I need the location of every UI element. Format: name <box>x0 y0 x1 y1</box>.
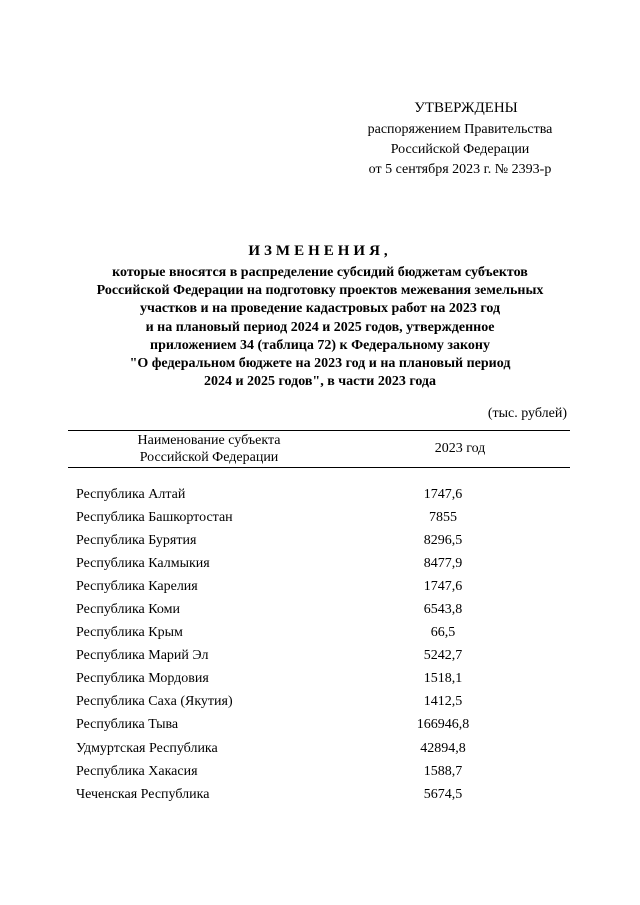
subsidy-value: 8296,5 <box>423 532 463 548</box>
column-header-name-line-2: Российской Федерации <box>139 450 279 465</box>
subtitle-line: "О федеральном бюджете на 2023 год и на плановый период <box>129 356 511 372</box>
column-header-name <box>68 431 350 467</box>
region-name: Республика Бурятия <box>76 532 197 548</box>
region-name: Республика Марий Эл <box>76 648 209 664</box>
subsidy-value: 166946,8 <box>416 717 470 733</box>
region-name: Чеченская Республика <box>76 786 210 802</box>
document-subtitle <box>60 264 580 391</box>
subtitle-line: и на плановый период 2024 и 2025 годов, утвержденное <box>145 319 495 335</box>
approval-stamp <box>340 98 580 180</box>
subsidy-value: 1588,7 <box>423 763 463 779</box>
approval-line-2: Российской Федерации <box>390 142 530 157</box>
table-row <box>76 622 570 645</box>
table-row <box>76 506 570 529</box>
column-header-name-line-1: Наименование субъекта <box>137 433 281 448</box>
subsidy-value: 66,5 <box>430 625 456 641</box>
subsidy-value: 1412,5 <box>423 694 463 710</box>
subsidy-value: 1518,1 <box>423 671 463 687</box>
region-name: Республика Саха (Якутия) <box>76 694 233 710</box>
subsidy-value: 6543,8 <box>423 602 463 618</box>
region-name: Республика Коми <box>76 602 180 618</box>
subsidy-value: 42894,8 <box>420 740 466 756</box>
subtitle-line: приложением 34 (таблица 72) к Федеральному закону <box>150 337 490 353</box>
table-row <box>76 668 570 691</box>
subsidy-value: 7855 <box>429 509 457 525</box>
table-row <box>76 598 570 621</box>
approval-line-1: распоряжением Правительства <box>367 122 553 137</box>
table-row <box>76 737 570 760</box>
region-name: Удмуртская Республика <box>76 740 218 756</box>
region-name: Республика Карелия <box>76 578 198 594</box>
region-name: Республика Алтай <box>76 486 186 502</box>
region-name: Республика Мордовия <box>76 671 209 687</box>
subtitle-line: которые вносятся в распределение субсидий бюджетам субъектов <box>112 265 528 280</box>
table-row <box>76 691 570 714</box>
table-row <box>76 760 570 783</box>
subtitle-line: участков и на проведение кадастровых работ на 2023 год <box>139 301 501 317</box>
region-name: Республика Калмыкия <box>76 555 210 571</box>
subsidy-value: 5242,7 <box>423 648 463 664</box>
table-row <box>76 529 570 552</box>
table-row <box>76 714 570 737</box>
region-name: Республика Тыва <box>76 717 179 733</box>
table-row <box>76 483 570 506</box>
subsidy-value: 1747,6 <box>423 486 463 502</box>
subtitle-line: 2024 и 2025 годов", в части 2023 года <box>203 374 437 390</box>
subsidy-value: 5674,5 <box>423 786 463 802</box>
table-row <box>76 645 570 668</box>
table-row <box>76 575 570 598</box>
table-body <box>76 483 570 806</box>
document-title: ИЗМЕНЕНИЯ, <box>248 243 392 259</box>
region-name: Республика Хакасия <box>76 763 198 779</box>
approval-heading: УТВЕРЖДЕНЫ <box>414 100 518 116</box>
table-row <box>76 552 570 575</box>
subsidy-value: 8477,9 <box>423 555 463 571</box>
table-header <box>68 430 570 468</box>
table-row <box>76 783 570 806</box>
unit-label: (тыс. рублей) <box>487 406 567 421</box>
region-name: Республика Крым <box>76 625 183 641</box>
subtitle-line: Российской Федерации на подготовку проектов межевания земельных <box>96 283 544 299</box>
subsidy-value: 1747,6 <box>423 578 463 594</box>
region-name: Республика Башкортостан <box>76 509 233 525</box>
approval-line-3: от 5 сентября 2023 г. № 2393-р <box>368 162 552 177</box>
column-header-year: 2023 год <box>434 441 486 456</box>
